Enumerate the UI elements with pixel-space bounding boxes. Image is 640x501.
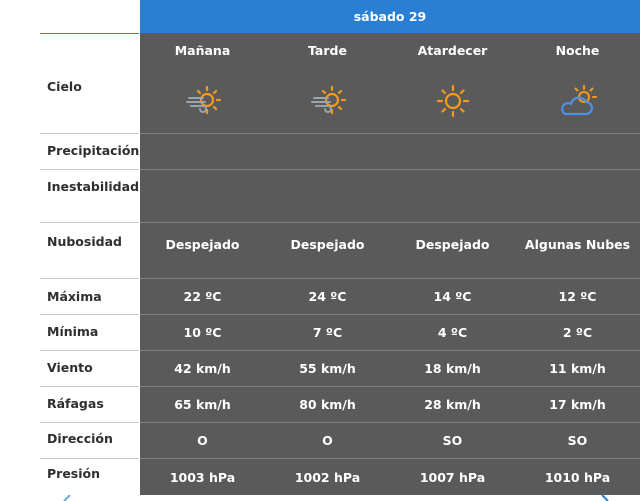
label-rafagas: Ráfagas [40,387,139,423]
sky-cell-manana [140,68,265,133]
label-presion: Presión [47,466,101,481]
precipitacion-row [140,134,640,170]
label-precipitacion: Precipitación [40,134,139,170]
minima-value: 4 ºC [437,325,468,340]
label-nubosidad: Nubosidad [40,223,139,279]
day-title: sábado 29 [140,0,640,33]
maxima-value: 12 ºC [558,289,597,304]
presion-value: 1003 hPa [169,469,236,485]
presion-value: 1010 hPa [544,469,611,485]
inestabilidad-row [140,170,640,223]
nubosidad-value: Despejado [290,236,365,252]
maxima-value: 22 ºC [183,289,222,304]
label-viento: Viento [40,351,139,387]
column-header-atardecer: Atardecer [417,43,488,58]
label-cielo: Cielo [40,68,139,134]
minima-value: 2 ºC [562,325,593,340]
rafagas-value: 65 km/h [174,397,231,412]
column-header-noche: Noche [555,43,600,58]
sky-cell-noche [515,68,640,133]
cloud-sun-icon [556,81,600,121]
direccion-value: SO [442,433,463,448]
maxima-row [140,279,640,315]
chevron-right-icon[interactable] [600,495,612,501]
label-minima: Mínima [40,315,139,351]
forecast-grid [140,0,640,495]
minima-row [140,315,640,351]
sky-row [140,68,640,134]
direccion-row [140,423,640,459]
rafagas-value: 80 km/h [299,397,356,412]
label-maxima: Máxima [40,279,139,315]
label-header-spacer [40,7,139,34]
rafagas-row [140,387,640,423]
direccion-value: SO [567,433,588,448]
column-header-tarde: Tarde [308,43,347,58]
column-header-manana: Mañana [174,43,231,58]
viento-row [140,351,640,387]
presion-value: 1007 hPa [419,469,486,485]
maxima-value: 24 ºC [308,289,347,304]
nubosidad-row [140,223,640,279]
direccion-value: O [197,433,208,448]
viento-value: 55 km/h [299,361,356,376]
label-direccion: Dirección [40,423,139,459]
nubosidad-value: Despejado [415,236,490,252]
label-inestabilidad: Inestabilidad [40,170,139,223]
minima-value: 7 ºC [312,325,343,340]
nubosidad-value: Algunas Nubes [524,236,631,252]
sun-wind-icon [181,81,225,121]
viento-value: 11 km/h [549,361,606,376]
chevron-left-icon[interactable] [60,495,72,501]
presion-value: 1002 hPa [294,469,361,485]
rafagas-value: 28 km/h [424,397,481,412]
column-header-row [140,33,640,68]
nubosidad-value: Despejado [165,236,240,252]
direccion-value: O [322,433,333,448]
sky-cell-atardecer [390,68,515,133]
sun-wind-icon [306,81,350,121]
viento-value: 42 km/h [174,361,231,376]
maxima-value: 14 ºC [433,289,472,304]
rafagas-value: 17 km/h [549,397,606,412]
presion-row [140,459,640,495]
sky-cell-tarde [265,68,390,133]
viento-value: 18 km/h [424,361,481,376]
sun-icon [431,81,475,121]
minima-value: 10 ºC [183,325,222,340]
